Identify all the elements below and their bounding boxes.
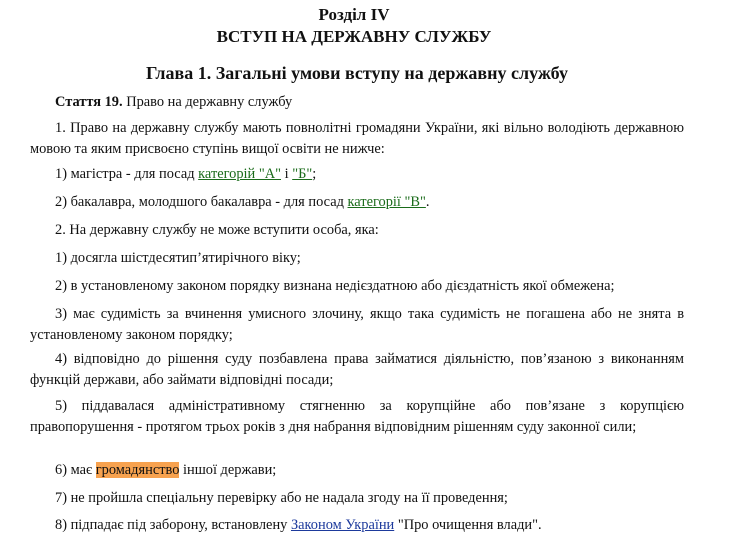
section-title: Розділ IV — [318, 5, 390, 24]
restriction-item-4: 4) відповідно до рішення суду позбавлена права займатися діяльністю, пов’язаною з виконанням функцій держави, або займати відповідні посади; — [30, 351, 684, 388]
restriction-item-7: 7) не пройшла спеціальну перевірку або не надала згоду на її проведення; — [55, 490, 508, 506]
text: "Про очищення влади". — [394, 517, 542, 533]
text: іншої держави; — [179, 462, 277, 478]
text: 1) магістра - для посад — [55, 166, 199, 182]
paragraph-1: 1. Право на державну службу мають повнолітні громадяни України, які вільно володіють державною мовою та яким присвоєно ступінь вищої освіти не нижче: — [30, 120, 684, 157]
law-of-ukraine-link[interactable]: Законом України — [290, 517, 395, 533]
paragraph-2: 2. На державну службу не може вступити особа, яка: — [55, 222, 379, 238]
highlighted-term: громадянство — [95, 462, 180, 478]
restriction-item-5: 5) піддавалася адміністративному стягненню за корупційне або пов’язане з корупцією правопорушення - протягом трьох років з дня набрання відповідним рішенням суду законної сили; — [30, 398, 684, 435]
paragraph-1-item-1 — [30, 164, 684, 185]
restriction-item-2: 2) в установленому законом порядку визнана недієздатною або дієздатність якої обмежена; — [55, 278, 615, 294]
text: 2) бакалавра, молодшого бакалавра - для посад — [55, 194, 348, 210]
section-subtitle: ВСТУП НА ДЕРЖАВНУ СЛУЖБУ — [216, 27, 492, 46]
category-b-link[interactable]: "Б" — [292, 166, 313, 182]
category-v-link[interactable]: категорії "В" — [347, 194, 426, 210]
article-heading — [30, 92, 684, 113]
text: 6) має — [55, 462, 96, 478]
restriction-item-6 — [30, 460, 684, 481]
article-title: Право на державну службу — [126, 94, 293, 110]
text: і — [281, 166, 293, 182]
restriction-item-8 — [30, 515, 684, 536]
restriction-item-1: 1) досягла шістдесятип’ятирічного віку; — [55, 250, 301, 266]
paragraph-1-item-2 — [30, 192, 684, 213]
restriction-item-3: 3) має судимість за вчинення умисного злочину, якщо така судимість не погашена або не знята в установленому законом порядку; — [30, 306, 684, 343]
text: . — [425, 194, 430, 210]
category-a-link[interactable]: категорій "А" — [198, 166, 281, 182]
text: ; — [312, 166, 317, 182]
text: 8) підпадає під заборону, встановлену — [55, 517, 291, 533]
article-label: Стаття 19. — [55, 94, 123, 110]
chapter-title: Глава 1. Загальні умови вступу на державну службу — [146, 63, 568, 83]
